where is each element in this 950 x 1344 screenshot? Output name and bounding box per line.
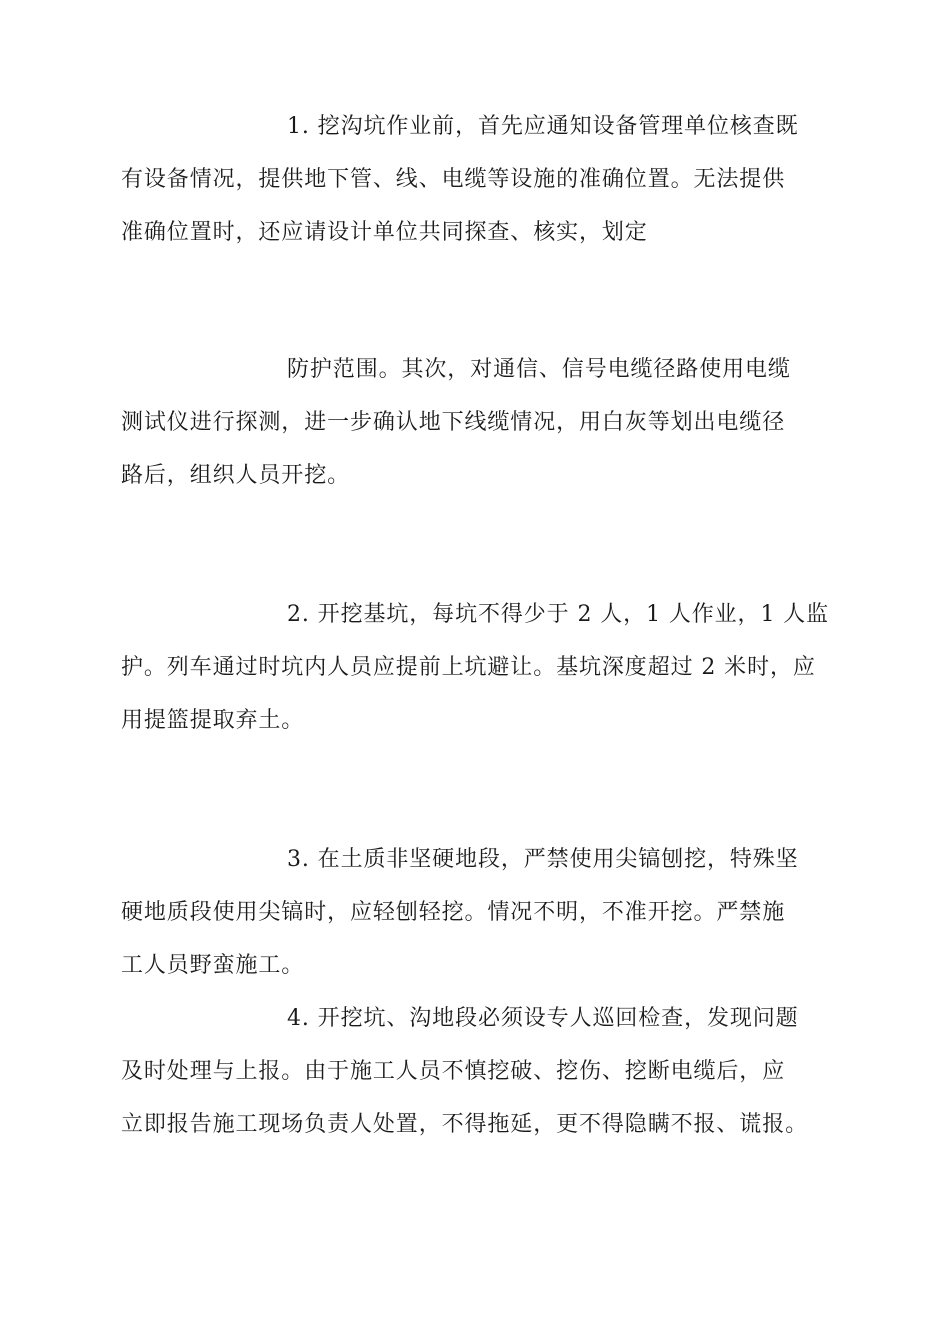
text-line: 工人员野蛮施工。 — [121, 953, 305, 978]
text-line: 有设备情况，提供地下管、线、电缆等设施的准确位置。无法提供 — [121, 167, 786, 192]
text-line: 护。列车通过时坑内人员应提前上坑避让。基坑深度超过 2 米时，应 — [121, 655, 816, 680]
text-line: 1. 挖沟坑作业前，首先应通知设备管理单位核查既 — [287, 114, 799, 139]
text-line: 用提篮提取弃土。 — [121, 708, 305, 733]
text-line: 路后，组织人员开挖。 — [121, 463, 351, 488]
text-line: 2. 开挖基坑，每坑不得少于 2 人，1 人作业，1 人监 — [287, 602, 830, 627]
text-line: 3. 在土质非坚硬地段，严禁使用尖镐刨挖，特殊坚 — [287, 847, 799, 872]
text-line: 及时处理与上报。由于施工人员不慎挖破、挖伤、挖断电缆后，应 — [121, 1059, 786, 1084]
text-line: 准确位置时，还应请设计单位共同探查、核实，划定 — [121, 220, 648, 245]
text-line: 4. 开挖坑、沟地段必须设专人巡回检查，发现问题 — [287, 1006, 799, 1031]
text-line: 硬地质段使用尖镐时，应轻刨轻挖。情况不明，不准开挖。严禁施 — [121, 900, 786, 925]
text-line: 防护范围。其次，对通信、信号电缆径路使用电缆 — [287, 357, 791, 382]
text-line: 立即报告施工现场负责人处置，不得拖延，更不得隐瞒不报、谎报。 — [121, 1112, 809, 1137]
text-line: 测试仪进行探测，进一步确认地下线缆情况，用白灰等划出电缆径 — [121, 410, 786, 435]
